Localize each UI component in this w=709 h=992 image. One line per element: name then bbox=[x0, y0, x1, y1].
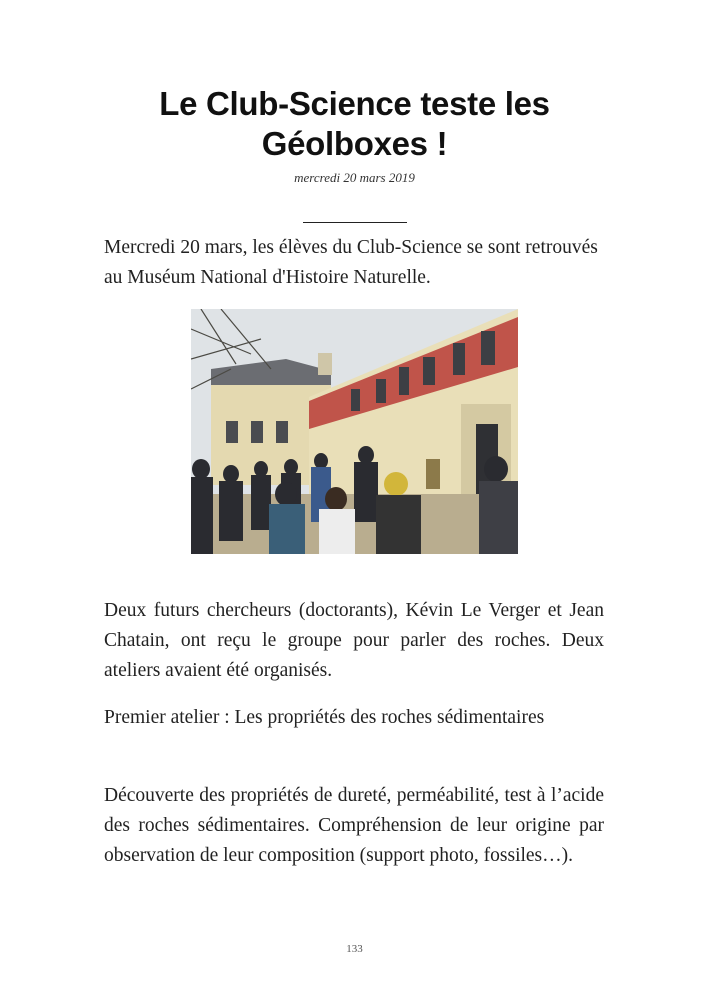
page-number: 133 bbox=[346, 943, 363, 955]
workshop-description: Découverte des propriétés de dureté, perméabilité, test à l’acide des roches sédimentaires. Compréhension de leur origine par observation de leur composition (support photo, fossiles…). bbox=[104, 785, 604, 866]
title-divider bbox=[303, 222, 407, 223]
article-title bbox=[80, 84, 629, 164]
title-line-1: Le Club-Science teste les bbox=[159, 85, 550, 122]
museum-group-photo bbox=[191, 309, 518, 554]
workshop-heading: Premier atelier : Les propriétés des roches sédimentaires bbox=[104, 707, 545, 728]
researchers-paragraph: Deux futurs chercheurs (doctorants), Kévin Le Verger et Jean Chatain, ont reçu le groupe pour parler des roches. Deux ateliers avaient été organisés. bbox=[104, 600, 604, 681]
intro-paragraph: Mercredi 20 mars, les élèves du Club-Science se sont retrouvés au Muséum National d'Histoire Naturelle. bbox=[104, 237, 598, 288]
title-line-2: Géolboxes ! bbox=[261, 125, 448, 162]
article-date: mercredi 20 mars 2019 bbox=[294, 170, 415, 185]
